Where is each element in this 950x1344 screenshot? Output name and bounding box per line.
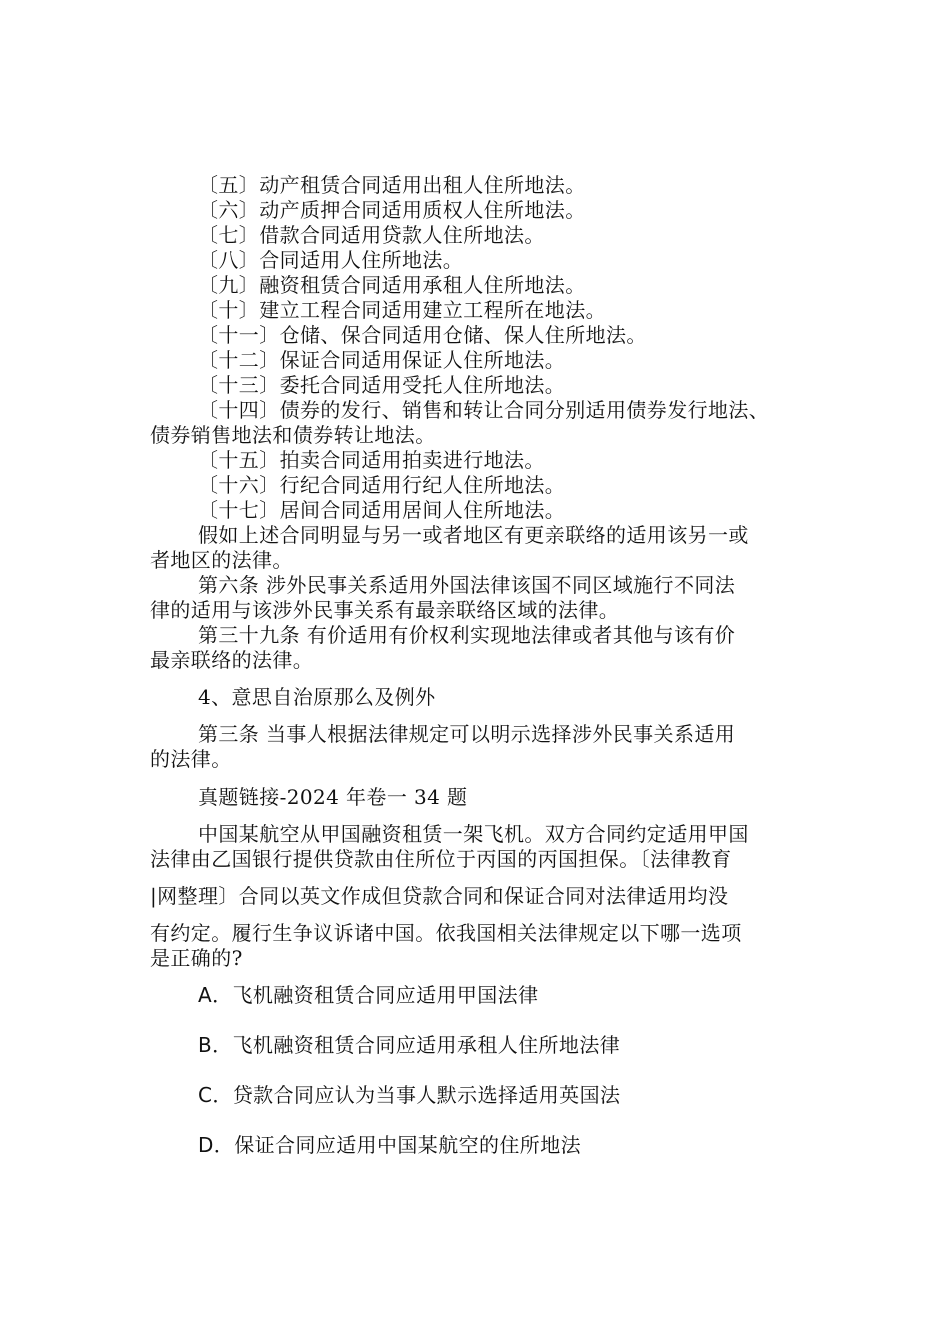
question-line-5: 是正确的? <box>150 946 243 970</box>
clause-7: 〔七〕借款合同适用贷款人住所地法。 <box>198 223 545 247</box>
clause-14-continued: 债券销售地法和债券转让地法。 <box>150 423 436 447</box>
clause-8: 〔八〕合同适用人住所地法。 <box>198 248 464 272</box>
option-b <box>198 1033 620 1057</box>
option-d-letter: D． <box>198 1133 235 1157</box>
option-d-text: 保证合同应适用中国某航空的住所地法 <box>234 1133 582 1157</box>
option-a <box>198 983 538 1007</box>
option-b-text: 飞机融资租赁合同应适用承租人住所地法律 <box>232 1033 621 1057</box>
closer-connection-paragraph-cont: 者地区的法律。 <box>150 548 293 572</box>
clause-5: 〔五〕动产租赁合同适用出租人住所地法。 <box>198 173 586 197</box>
clause-9: 〔九〕融资租赁合同适用承租人住所地法。 <box>198 273 586 297</box>
section-heading: 4、意思自治原那么及例外 <box>198 685 436 709</box>
clause-14: 〔十四〕债券的发行、销售和转让合同分别适用债券发行地法、 <box>198 398 770 422</box>
option-a-text: 飞机融资租赁合同应适用甲国法律 <box>232 983 539 1007</box>
clause-16: 〔十六〕行纪合同适用行纪人住所地法。 <box>198 473 566 497</box>
article-6-paragraph-cont: 律的适用与该涉外民事关系有最亲联络区域的法律。 <box>150 598 620 622</box>
article-3-paragraph: 第三条 当事人根据法律规定可以明示选择涉外民事关系适用 <box>198 722 736 746</box>
clause-13: 〔十三〕委托合同适用受托人住所地法。 <box>198 373 566 397</box>
option-c-text: 贷款合同应认为当事人默示选择适用英国法 <box>232 1083 621 1107</box>
question-line-3: |网整理〕合同以英文作成但贷款合同和保证合同对法律适用均没 <box>150 884 729 908</box>
clause-15: 〔十五〕拍卖合同适用拍卖进行地法。 <box>198 448 545 472</box>
question-line-4: 有约定。履行生争议诉诸中国。依我国相关法律规定以下哪一选项 <box>150 921 742 945</box>
exam-link-heading: 真题链接-2024 年卷一 34 题 <box>198 785 468 809</box>
article-3-paragraph-cont: 的法律。 <box>150 747 232 771</box>
option-c <box>198 1083 620 1107</box>
article-39-paragraph-cont: 最亲联络的法律。 <box>150 648 314 672</box>
clause-12: 〔十二〕保证合同适用保证人住所地法。 <box>198 348 566 372</box>
option-a-letter: A． <box>198 983 233 1007</box>
clause-17: 〔十七〕居间合同适用居间人住所地法。 <box>198 498 566 522</box>
question-line-2: 法律由乙国银行提供贷款由住所位于丙国的丙国担保。〔法律教育 <box>150 847 732 871</box>
option-b-letter: B． <box>198 1033 233 1057</box>
closer-connection-paragraph: 假如上述合同明显与另一或者地区有更亲联络的适用该另一或 <box>198 523 749 547</box>
clause-10: 〔十〕建立工程合同适用建立工程所在地法。 <box>198 298 606 322</box>
article-6-paragraph: 第六条 涉外民事关系适用外国法律该国不同区域施行不同法 <box>198 573 736 597</box>
question-line-1: 中国某航空从甲国融资租赁一架飞机。双方合同约定适用甲国 <box>198 822 749 846</box>
clause-11: 〔十一〕仓储、保合同适用仓储、保人住所地法。 <box>198 323 647 347</box>
option-d <box>198 1133 581 1157</box>
article-39-paragraph: 第三十九条 有价适用有价权利实现地法律或者其他与该有价 <box>198 623 736 647</box>
clause-6: 〔六〕动产质押合同适用质权人住所地法。 <box>198 198 586 222</box>
option-c-letter: C． <box>198 1083 233 1107</box>
